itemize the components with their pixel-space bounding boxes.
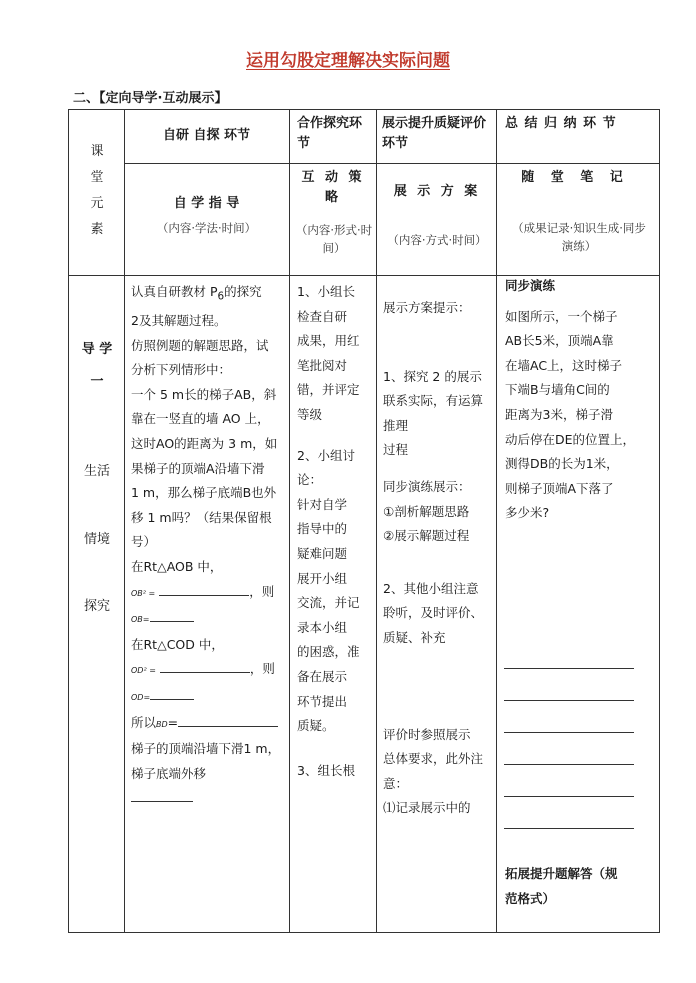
answer-blank[interactable] [150,607,194,622]
self-study-guide [131,280,286,811]
guide-text: 1 m，那么梯子底端B也外 [131,485,277,501]
guide-text: 2及其解题过程。 [131,313,227,329]
strategy-text: 1、小组长 [297,284,355,299]
col4-subheader: 随 堂 笔 记 [521,170,629,185]
notes-text: 测得DB的长为1米， [505,456,619,472]
strategy-text: 录本小组 [297,619,348,635]
guide-text: 在Rt△AOB 中， [131,559,223,575]
col3-subheader: 展 示 方 案 [393,184,481,199]
row-label-char: 堂 [90,170,104,185]
guide-label: 导 学 [81,342,113,357]
strategy-text: 2、小组讨 [297,447,355,463]
note-line[interactable] [504,764,634,765]
col2-subheader: 互 动 策 略 [301,170,365,206]
strategy-text: 疑难问题 [297,545,348,561]
notes-text: 下端B与墙角C间的 [505,382,610,398]
formula-label: OB= [131,615,150,625]
guide-text: 这时AO的距离为 3 m，如 [131,436,278,452]
answer-blank[interactable] [178,712,278,727]
presentation-plan [383,296,495,821]
guide-text: 梯子底端外移 [131,765,207,781]
strategy-text: 环节提出 [297,693,348,709]
plan-text: ②展示解题过程 [383,528,470,544]
class-notes [505,274,655,526]
row-label-char: 素 [90,222,104,237]
guide-text: 靠在一竖直的墙 AO 上， [131,411,270,427]
col4-subheader-note: （成果记录·知识生成·同步演练） [512,221,646,253]
guide-text: = [167,714,179,730]
strategy-text: 的困惑，准 [297,644,360,660]
guide-text: 果梯子的顶端A沿墙下滑 [131,460,265,476]
row-label-char: 课 [90,144,104,159]
plan-text: 同步演练展示： [383,478,471,494]
table-row-divider [124,163,659,164]
guide-text: 6 [217,290,225,303]
formula-label: OB² = [131,588,156,598]
plan-text: ①剖析解题思路 [383,503,470,519]
strategy-text: 成果，用红 [297,333,360,349]
notes-text: 在墙AC上，这时梯子 [505,357,623,373]
guide-text: ，则 [249,661,275,677]
note-line[interactable] [504,668,634,669]
answer-blank[interactable] [160,658,250,673]
guide-text: ，则 [249,583,275,599]
col1-subheader: 自 学 指 导 [173,196,240,211]
strategy-text: 指导中的 [297,521,348,537]
plan-text: 2、其他小组注意 [383,580,479,596]
answer-blank[interactable] [131,787,193,802]
notes-text: 距离为3米，梯子滑 [505,406,613,422]
guide-text: 认真自研教材 P [131,284,218,299]
col1-header: 自研 自探 环节 [162,128,251,143]
guide-text: 移 1 m吗？（结果保留根 [131,509,272,525]
plan-text: 质疑、补充 [383,629,446,645]
strategy-text: 备在展示 [297,668,348,684]
strategy-text: 检查自研 [297,308,348,324]
plan-text: 过程 [383,442,409,458]
interaction-strategy [297,280,373,783]
col4-header: 总 结 归 纳 环 节 [505,116,617,131]
plan-text: ⑴记录展示中的 [383,800,471,816]
note-line[interactable] [504,732,634,733]
extension-text: 范格式） [505,890,556,906]
note-line[interactable] [504,796,634,797]
col3-subheader-note: （内容·方式·时间） [387,233,487,247]
notes-text: 如图所示，一个梯子 [505,308,618,324]
guide-text: 所以 [131,714,157,730]
table-col-divider [289,110,290,932]
plan-text: 1、探究 2 的展示 [383,368,482,384]
note-line[interactable] [504,828,634,829]
notes-text: 动后停在DE的位置上， [505,431,636,447]
plan-text: 意： [383,775,409,791]
plan-text: 联系实际，有运算 [383,393,484,409]
plan-text: 推理 [383,417,409,433]
formula-label: OD= [131,693,151,702]
col2-header: 合作探究环节 [297,116,363,152]
strategy-text: 论： [297,472,323,488]
answer-blank[interactable] [150,685,194,700]
col1-subheader-note: （内容·学法·时间） [156,221,257,235]
formula-label: OD² = [131,666,156,676]
guide-label-number: 一 [90,374,104,389]
guide-topic: 情境 [83,532,110,547]
table-col-divider [376,110,377,932]
section-heading: 二、【定向导学·互动展示】 [73,91,228,106]
strategy-text: 展开小组 [297,570,348,586]
col3-header: 展示提升质疑评价环节 [382,116,487,152]
strategy-text: 错，并评定 [297,382,360,398]
table-col-divider [496,110,497,932]
plan-text: 展示方案提示： [383,300,471,315]
guide-text: 梯子的顶端沿墙下滑1 m， [131,741,281,757]
page-title: 运用勾股定理解决实际问题 [246,51,450,71]
notes-text: 则梯子顶端A下落了 [505,480,614,496]
extension-text: 拓展提升题解答（规 [505,866,618,881]
strategy-text: 3、组长根 [297,762,355,778]
row-label-char: 元 [90,196,104,211]
lesson-table [68,109,660,933]
guide-text: 在Rt△COD 中， [131,636,224,652]
guide-text: 的探究 [224,284,262,299]
strategy-text: 针对自学 [297,496,348,512]
extension-heading [505,862,655,911]
guide-text: 仿照例题的解题思路，试 [131,337,269,353]
notes-heading: 同步演练 [505,278,556,293]
note-line[interactable] [504,700,634,701]
guide-topic: 生活 [83,464,110,479]
guide-topic: 探究 [83,599,110,614]
strategy-text: 笔批阅对 [297,357,348,373]
plan-text: 聆听，及时评价、 [383,605,484,621]
notes-text: 多少米? [505,505,550,521]
strategy-text: 质疑。 [297,718,335,734]
formula-label: BD [156,719,168,729]
strategy-text: 交流，并记 [297,595,360,611]
guide-text: 号） [131,534,157,550]
strategy-text: 等级 [297,406,323,422]
plan-text: 评价时参照展示 [383,726,471,742]
plan-text: 总体要求，此外注 [383,751,484,767]
col2-subheader-note: （内容·形式·时间） [295,223,373,255]
answer-blank[interactable] [159,581,249,596]
guide-text: 分析下列情形中： [131,362,232,378]
guide-text: 一个 5 m长的梯子AB，斜 [131,386,277,402]
notes-text: AB长5米，顶端A靠 [505,333,614,349]
